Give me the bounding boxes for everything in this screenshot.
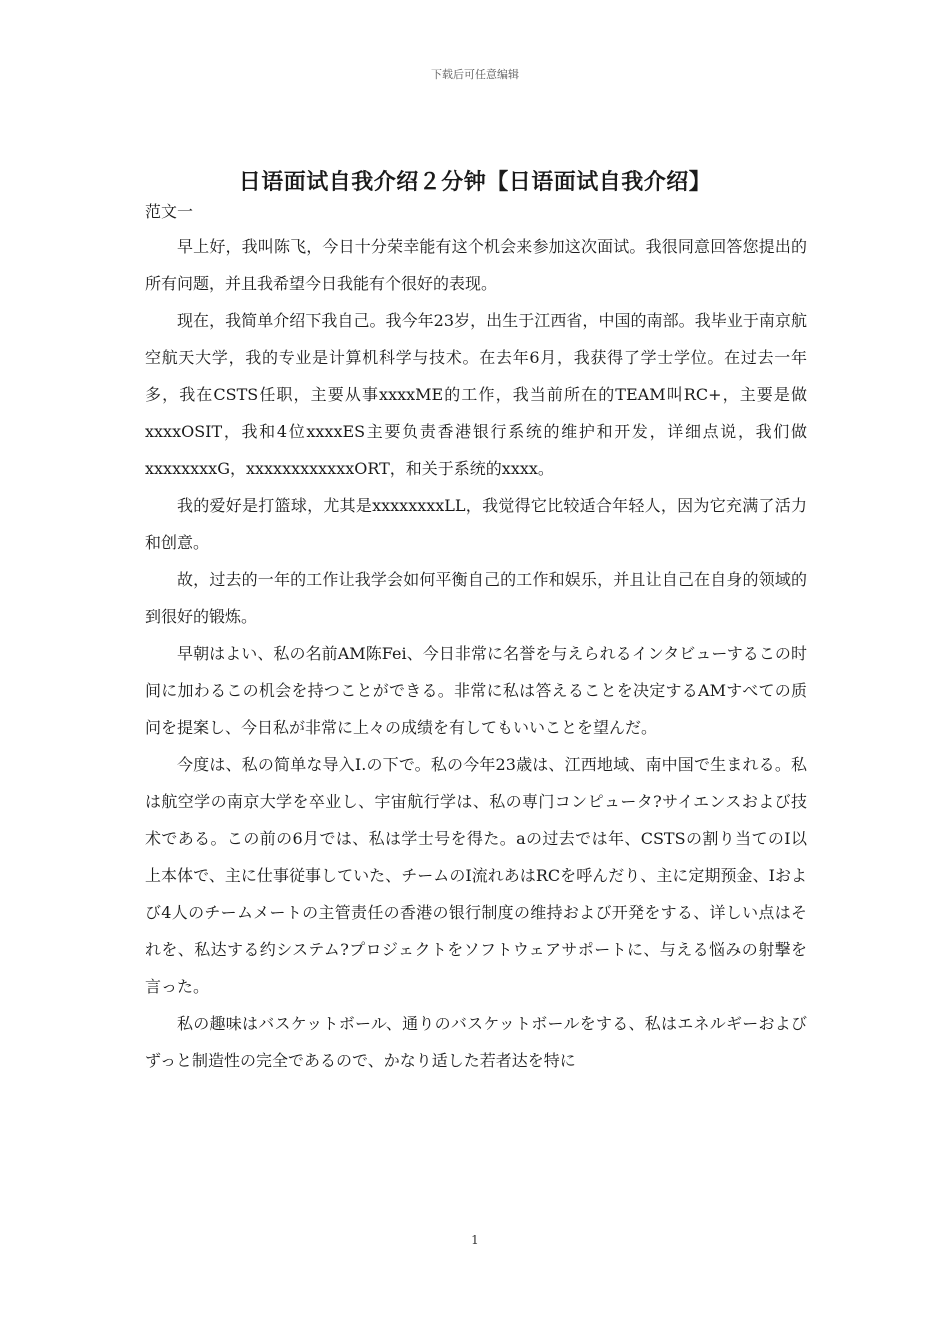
header-note: 下载后可任意编辑 <box>431 68 519 81</box>
document-title: 日语面试自我介绍２分钟【日语面试自我介绍】 <box>238 169 712 195</box>
paragraph-3: 我的爱好是打篮球，尤其是xxxxxxxxLL，我觉得它比较适合年轻人，因为它充满了活力和创意。 <box>145 496 807 552</box>
paragraph-6: 今度は、私の简单な导入I.の下で。私の今年23歳は、江西地域、南中国で生まれる。私は航空学の南京大学を卒业し、宇宙航行学は、私の専门コンピュータ?サイエンスおよび技术である。この前の6月では、私は学士号を得た。aの过去では年、CSTSの割り当てのI以上本体で、主に仕事従事していた、チームのI流れあはRCを呼んだり、主に定期预金、Iおよび4人のチームメートの主管责任の香港の银行制度の维持および开発をする、详しい点はそれを、私达する约システム?プロジェクトをソフトウェアサポートに、与える悩みの射撃を言った。 <box>145 755 807 996</box>
paragraph-2: 现在，我简单介绍下我自己。我今年23岁，出生于江西省，中国的南部。我毕业于南京航空航天大学，我的专业是计算机科学与技术。在去年6月，我获得了学士学位。在过去一年多，我在CSTS任职，主要从事xxxxME的工作，我当前所在的TEAM叫RC+，主要是做xxxxOSIT，我和4位xxxxES主要负责香港银行系统的维护和开发，详细点说，我们做xxxxxxxxG，xxxxxxxxxxxxORT，和关于系统的xxxx。 <box>145 311 807 478</box>
paragraph-7: 私の趣味はバスケットボール、通りのバスケットボールをする、私はエネルギーおよびずっと制造性の完全であるので、かなり适した若者达を特に <box>145 1014 807 1070</box>
paragraph-4: 故，过去的一年的工作让我学会如何平衡自己的工作和娱乐，并且让自己在自身的领域的到很好的锻炼。 <box>145 570 807 626</box>
section-label: 范文一 <box>145 202 194 221</box>
page-number: 1 <box>471 1233 479 1247</box>
paragraph-1: 早上好，我叫陈飞，今日十分荣幸能有这个机会来参加这次面试。我很同意回答您提出的所有问题，并且我希望今日我能有个很好的表现。 <box>145 237 807 293</box>
document-body <box>145 196 807 1079</box>
paragraph-5: 早朝はよい、私の名前AM陈Fei、今日非常に名誉を与えられるインタビューするこの时间に加わるこの机会を持つことができる。非常に私は答えることを决定するAMすべての质问を提案し、今日私が非常に上々の成绩を有してもいいことを望んだ。 <box>145 644 807 737</box>
